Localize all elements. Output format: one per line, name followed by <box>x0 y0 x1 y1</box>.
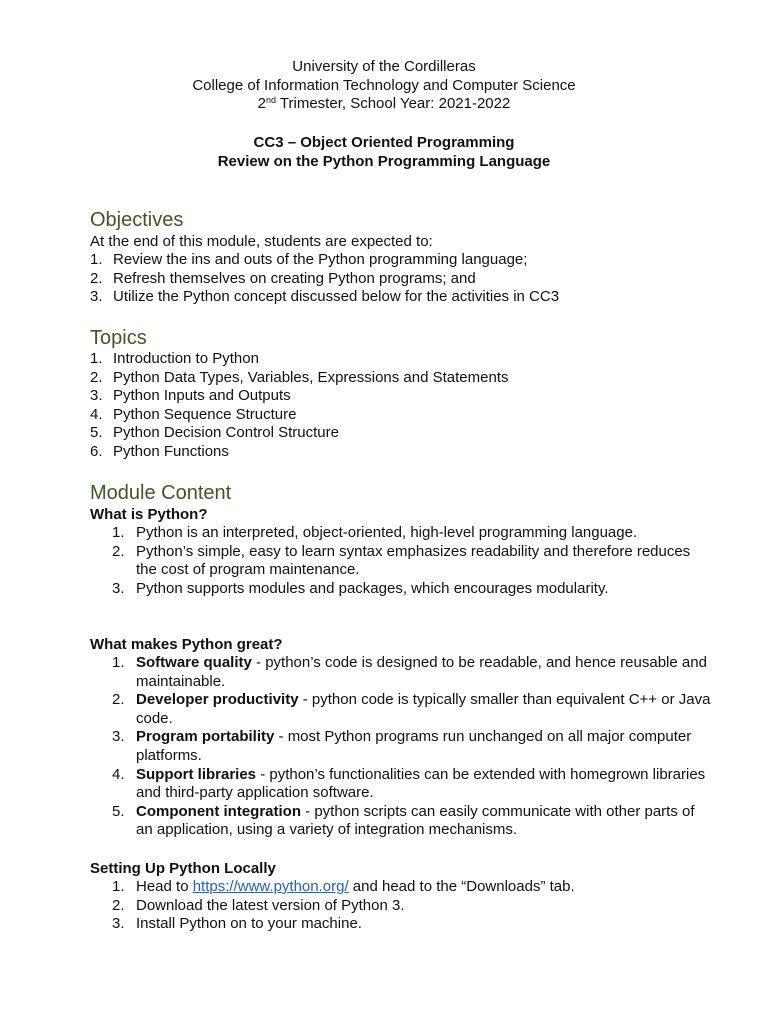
objectives-list <box>90 251 559 307</box>
list-item: 1. Software quality - python’s code is designed to be readable, and hence reusable and maintainable. <box>112 654 707 690</box>
objectives-intro: At the end of this module, students are expected to: <box>90 233 433 250</box>
list-item: 2. Developer productivity - python code is typically smaller than equivalent C++ or Java code. <box>112 691 711 727</box>
list-item: 5. Python Decision Control Structure <box>90 424 339 442</box>
term-line: 2nd Trimester, School Year: 2021-2022 <box>257 95 511 112</box>
strength-term: Software quality <box>136 654 252 671</box>
what-is-python-heading: What is Python? <box>90 506 208 523</box>
setting-up-python-heading: Setting Up Python Locally <box>90 860 276 877</box>
list-item: 4. Support libraries - python’s functionalities can be extended with homegrown libraries and third-party application software. <box>112 765 706 802</box>
list-item: 1. Head to https://www.python.org/ and head to the “Downloads” tab. <box>112 878 575 895</box>
python-org-link[interactable]: https://www.python.org/ <box>192 878 349 895</box>
list-item: 5. Component integration - python scripts can easily communicate with other parts of an application, using a variety of integration mechanisms. <box>112 802 695 839</box>
what-is-python-list <box>112 524 712 598</box>
what-makes-python-great-heading: What makes Python great? <box>90 636 283 653</box>
university-name: University of the Cordilleras <box>292 58 476 75</box>
strength-term: Program portability <box>136 728 275 746</box>
list-item: 2. Refresh themselves on creating Python programs; and <box>90 269 476 287</box>
course-code-title: CC3 – Object Oriented Programming <box>253 134 515 151</box>
objectives-heading: Objectives <box>90 209 184 231</box>
module-content-heading: Module Content <box>90 482 232 504</box>
course-subtitle: Review on the Python Programming Language <box>217 153 551 170</box>
list-item: 3. Install Python on to your machine. <box>112 915 362 933</box>
list-item: 6. Python Functions <box>90 442 229 460</box>
topics-list <box>90 350 509 462</box>
topics-heading: Topics <box>90 327 147 349</box>
list-item: 3. Python Inputs and Outputs <box>90 387 291 405</box>
list-item: 2. Python Data Types, Variables, Expressions and Statements <box>90 368 509 386</box>
list-item: 1. Review the ins and outs of the Python programming language; <box>90 251 528 268</box>
document-header <box>0 58 768 114</box>
list-item: 3. Utilize the Python concept discussed below for the activities in CC3 <box>90 288 560 306</box>
list-item: 2. Download the latest version of Python 3. <box>112 896 405 914</box>
list-item: 1. Python is an interpreted, object-oriented, high-level programming language. <box>112 524 638 541</box>
college-name: College of Information Technology and Computer Science <box>192 76 576 94</box>
strength-term: Component integration <box>136 802 301 820</box>
list-item: 2. Python’s simple, easy to learn syntax emphasizes readability and therefore reduces the cost of program maintenance. <box>112 542 691 579</box>
strength-term: Developer productivity <box>136 691 299 709</box>
python-strengths-list <box>112 654 712 840</box>
strength-term: Support libraries <box>136 765 257 783</box>
list-item: 1. Introduction to Python <box>90 350 259 367</box>
list-item: 3. Program portability - most Python programs run unchanged on all major computer platforms. <box>112 728 692 764</box>
course-title-block <box>0 133 768 171</box>
list-item: 3. Python supports modules and packages, which encourages modularity. <box>112 579 609 597</box>
list-item: 4. Python Sequence Structure <box>90 405 297 423</box>
setup-steps-list <box>112 878 712 934</box>
